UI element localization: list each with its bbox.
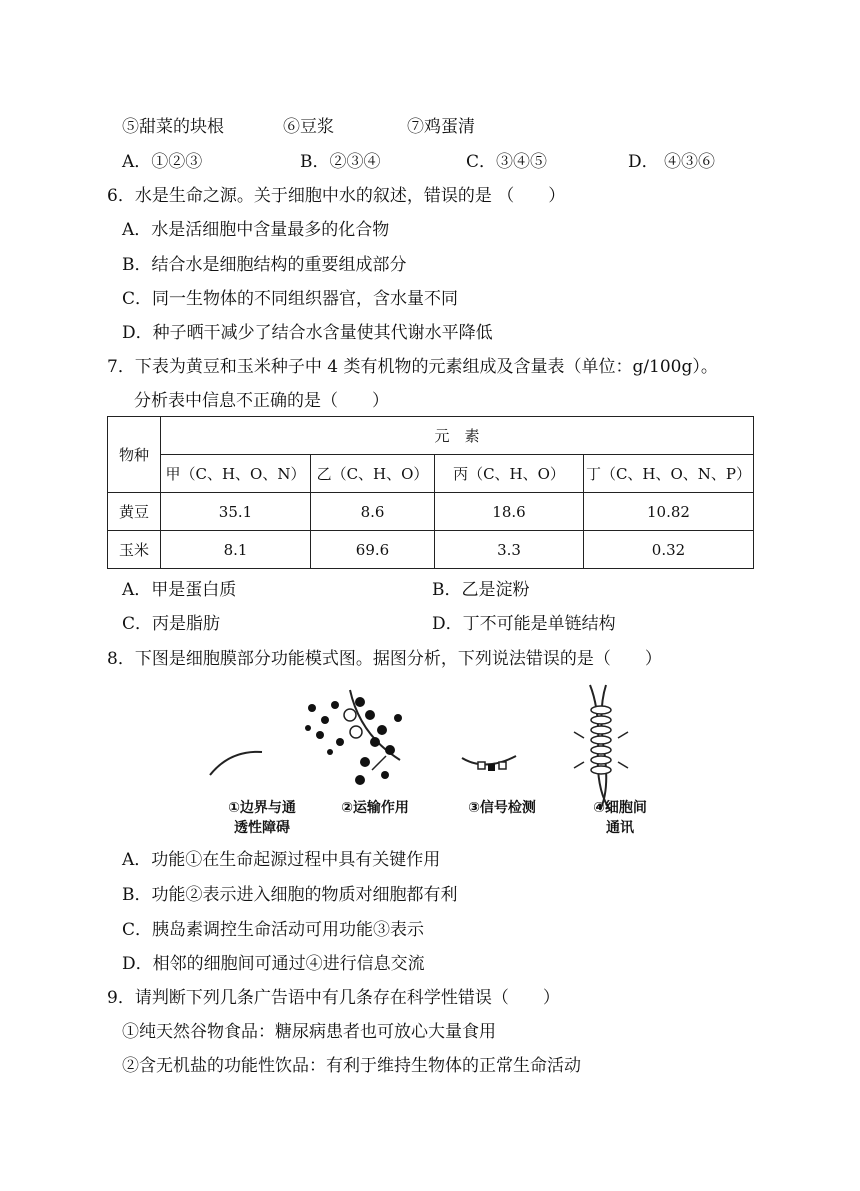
col-header-yi: 乙（C、H、O） [311,455,435,493]
species-header: 物种 [108,417,161,493]
table-cell: 8.6 [311,493,435,531]
table-row [108,531,754,569]
q8-option-c: C．胰岛素调控生命活动可用功能③表示 [122,920,425,940]
table-cell: 0.32 [584,531,754,569]
table-cell: 3.3 [435,531,584,569]
q5-option-c: C．③④⑤ [466,152,548,172]
q5-item-5: ⑤甜菜的块根 [122,117,224,137]
table-cell: 10.82 [584,493,754,531]
caption-transport: ②运输作用 [341,800,409,816]
element-table [107,416,754,569]
q6-option-d: D．种子晒干减少了结合水含量使其代谢水平降低 [122,323,493,343]
table-cell: 69.6 [311,531,435,569]
q6-option-a: A．水是活细胞中含量最多的化合物 [122,220,390,240]
q7-option-d: D．丁不可能是单链结构 [432,614,616,634]
transport-illustration [305,690,402,785]
q9-item-2: ②含无机盐的功能性饮品：有利于维持生物体的正常生命活动 [122,1056,581,1076]
membrane-arc [210,752,262,775]
q8-option-a: A．功能①在生命起源过程中具有关键作用 [122,850,441,870]
q9-item-1: ①纯天然谷物食品：糖尿病患者也可放心大量食用 [122,1022,496,1042]
q5-item-6: ⑥豆浆 [283,117,334,137]
q6-option-b: B．结合水是细胞结构的重要组成部分 [122,255,407,275]
receptor-illustration [462,756,516,771]
q8-option-b: B．功能②表示进入细胞的物质对细胞都有利 [122,885,458,905]
col-header-jia: 甲（C、H、O、N） [161,455,311,493]
q9-stem: 9．请判断下列几条广告语中有几条存在科学性错误（ ） [107,988,560,1008]
cell-junction-illustration [574,685,628,810]
q5-item-7: ⑦鸡蛋清 [407,117,475,137]
element-header: 元 素 [161,417,754,455]
q7-stem-line2: 分析表中信息不正确的是（ ） [134,391,389,411]
q7-option-a: A．甲是蛋白质 [122,580,237,600]
caption-signal: ③信号检测 [468,800,536,816]
table-cell: 35.1 [161,493,311,531]
q5-option-b: B．②③④ [300,152,381,172]
q5-option-a: A．①②③ [122,152,203,172]
row-name: 玉米 [108,531,161,569]
q8-stem: 8．下图是细胞膜部分功能模式图。据图分析，下列说法错误的是（ ） [107,649,662,669]
caption-boundary: ①边界与通 透性障碍 [228,800,296,836]
col-header-ding: 丁（C、H、O、N、P） [584,455,754,493]
table-cell: 18.6 [435,493,584,531]
q8-option-d: D．相邻的细胞间可通过④进行信息交流 [122,954,425,974]
col-header-bing: 丙（C、H、O） [435,455,584,493]
q7-option-b: B．乙是淀粉 [432,580,530,600]
table-row [108,493,754,531]
table-cell: 8.1 [161,531,311,569]
caption-communication: ④细胞间 通讯 [593,800,647,836]
q6-option-c: C．同一生物体的不同组织器官，含水量不同 [122,289,459,309]
q7-stem-line1: 7．下表为黄豆和玉米种子中 4 类有机物的元素组成及含量表（单位：g/100g）。 [107,357,718,377]
row-name: 黄豆 [108,493,161,531]
q6-stem: 6．水是生命之源。关于细胞中水的叙述，错误的是 （ ） [107,186,566,206]
q5-option-d: D． ④③⑥ [628,152,716,172]
q7-option-c: C．丙是脂肪 [122,614,221,634]
